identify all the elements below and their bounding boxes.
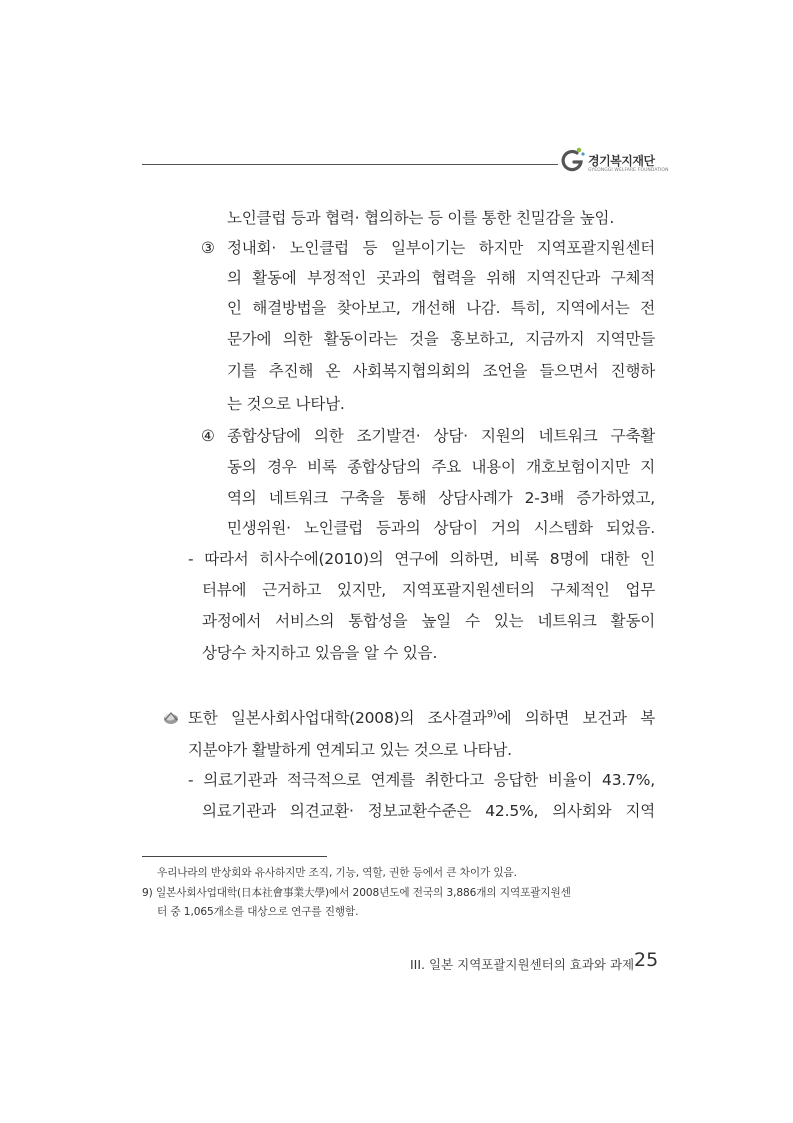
- dash1-line: 상당수 차지하고 있음을 알 수 있음.: [202, 644, 438, 662]
- item3-line: 인 해결방법을 찾아보고, 개선해 나감. 특히, 지역에서는 전: [227, 299, 655, 317]
- dash1-line: 과정에서 서비스의 통합성을 높일 수 있는 네트워크 활동이: [202, 612, 655, 630]
- footnote-9-cont: 터 중 1,065개소를 대상으로 연구를 진행함.: [157, 906, 359, 918]
- page-number: 25: [634, 949, 659, 971]
- para1-line: 노인클럽 등과 협력· 협의하는 등 이를 통한 친밀감을 높임.: [227, 209, 615, 227]
- item3-line: 정내회· 노인클럽 등 일부이기는 하지만 지역포괄지원센터: [227, 239, 655, 257]
- dash1-line: - 따라서 히사수에(2010)의 연구에 의하면, 비록 8명에 대한 인: [188, 550, 655, 568]
- dash1-line: 터뷰에 근거하고 있지만, 지역포괄지원센터의 구체적인 업무: [202, 581, 655, 599]
- org-name-en: GYEONGGI WELFARE FOUNDATION: [588, 168, 669, 173]
- item3-marker: ③: [201, 239, 215, 257]
- item3-line: 의 활동에 부정적인 곳과의 협력을 위해 지역진단과 구체적: [227, 269, 655, 287]
- bullet-line: 또한 일본사회사업대학(2008)의 조사결과$^{9)}$에 의하면 보건과 복: [188, 708, 655, 727]
- chapter-title: III. 일본 지역포괄지원센터의 효과와 과제: [410, 957, 635, 972]
- org-name: 경기복지재단: [588, 154, 655, 168]
- footnote-9: 9) 일본사회사업대학(日本社會事業大學)에서 2008년도에 전국의 3,886개의 지역포괄지원센: [142, 887, 571, 899]
- item4-line: 종합상담에 의한 조기발견· 상담· 지원의 네트워크 구축활: [227, 427, 655, 445]
- item4-line: 민생위원· 노인클럽 등과의 상담이 거의 시스템화 되었음.: [227, 519, 655, 537]
- org-logo: [560, 146, 670, 176]
- footnote-8-cont: 우리나라의 반상회와 유사하지만 조직, 기능, 역할, 권한 등에서 큰 차이가 있음.: [157, 867, 517, 879]
- bullet-line: 지분야가 활발하게 연계되고 있는 것으로 나타남.: [188, 741, 512, 759]
- item4-marker: ④: [201, 427, 215, 445]
- dash2-line: - 의료기관과 적극적으로 연계를 취한다고 응답한 비율이 43.7%,: [188, 771, 655, 789]
- item4-line: 역의 네트워크 구축을 통해 상담사례가 2-3배 증가하였고,: [227, 489, 655, 507]
- header-rule: [142, 164, 558, 165]
- foundation-logo-icon: [560, 146, 586, 174]
- item3-line: 는 것으로 나타남.: [227, 395, 345, 413]
- bullet-icon: [162, 708, 180, 726]
- dash2-line: 의료기관과 의견교환· 정보교환수준은 42.5%, 의사회와 지역: [202, 802, 655, 820]
- item3-line: 문가에 의한 활동이라는 것을 홍보하고, 지금까지 지역만들: [227, 330, 655, 348]
- item3-line: 기를 추진해 온 사회복지협의회의 조언을 들으면서 진행하: [227, 362, 655, 380]
- footnote-rule: [142, 856, 327, 857]
- item4-line: 동의 경우 비록 종합상담의 주요 내용이 개호보험이지만 지: [227, 458, 655, 476]
